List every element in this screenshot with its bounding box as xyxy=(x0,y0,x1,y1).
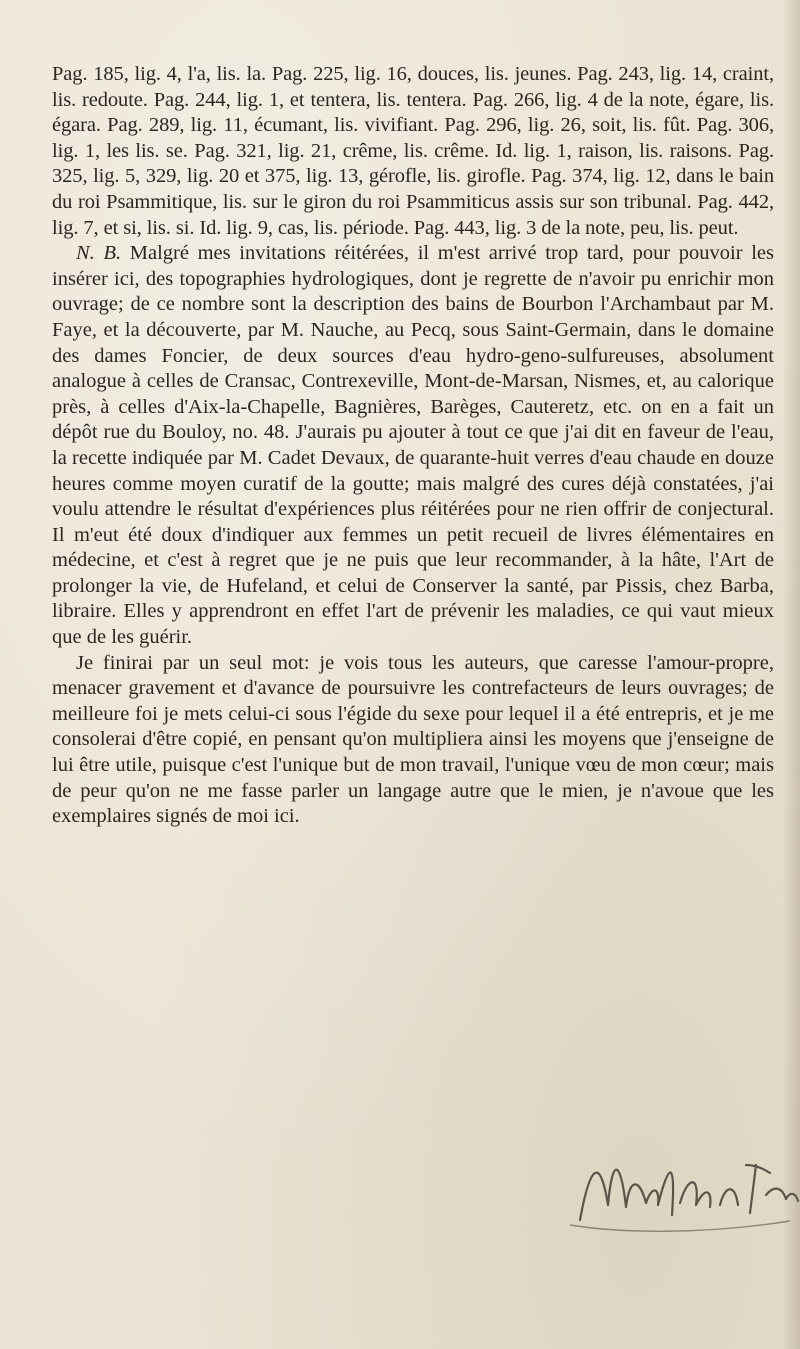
note-label: N. B. xyxy=(76,242,122,265)
closing-paragraph: Je finirai par un seul mot: je vois tous les auteurs, que caresse l'amour-propre, menacer gravement et d'avance de poursuivre les contrefacteurs de leurs ouvrages; de meilleure foi je mets celui-ci sous l'égide du sexe pour lequel il a été entrepris, et je me consolerai d'être copié, en pensant qu'on multipliera ainsi les moyens que j'enseigne de lui être utile, puisque c'est l'unique but de mon travail, l'unique vœu de mon cœur; mais de peur qu'on ne me fasse parler un langage autre que le mien, je n'avoue que les exemplaires signés de moi ici. xyxy=(52,651,774,828)
note-text: Malgré mes invitations réitérées, il m'est arrivé trop tard, pour pouvoir les insérer ici, des topographies hydrologiques, dont je regrette de n'avoir pu enrichir mon ouvrage; de ce nombre sont la description des bains de Bourbon l'Archambaut par M. Faye, et la découverte, par M. Nauche, au Pecq, sous Saint-Germain, dans le domaine des dames Foncier, de deux sources d'eau hydro-geno-sulfureuses, absolument analogue à celles de Cransac, Contrexeville, Mont-de-Marsan, Nismes, et, au calorique près, à celles d'Aix-la-Chapelle, Bagnières, Barèges, Cauteretz, etc. on en a fait un dépôt rue du Bouloy, no. 48. J'aurais pu ajouter à tout ce que j'ai dit en faveur de l'eau, la recette indiquée par M. Cadet Devaux, de quarante-huit verres d'eau chaude en douze heures comme moyen curatif de la goutte; mais malgré des cures déjà constatées, j'ai voulu attendre le résultat d'expériences plus réitérées pour ne rien offrir de conjectural. Il m'eut été doux d'indiquer aux femmes un petit recueil de livres élémentaires en médecine, et c'est à regret que je ne puis que leur recommander, à la hâte, l'Art de prolonger la vie, de Hufeland, et celui de Conserver la santé, par Pissis, chez Barba, libraire. Elles y apprendront en effet l'art de prévenir les maladies, ce qui vaut mieux que de les guérir. xyxy=(52,242,775,649)
page-edge-shadow xyxy=(782,0,800,1349)
note-paragraph xyxy=(52,241,774,651)
handwritten-signature xyxy=(560,1125,800,1245)
errata-paragraph: Pag. 185, lig. 4, l'a, lis. la. Pag. 225, lig. 16, douces, lis. jeunes. Pag. 243, lig. 14, craint, lis. redoute. Pag. 244, lig. 1, et tentera, lis. tentera. Pag. 266, lig. 4 de la note, égare, lis. égara. Pag. 289, lig. 11, écumant, lis. vivifiant. Pag. 296, lig. 26, soit, lis. fût. Pag. 306, lig. 1, les lis. se. Pag. 321, lig. 21, crême, lis. crême. Id. lig. 1, raison, lis. raisons. Pag. 325, lig. 5, 329, lig. 20 et 375, lig. 13, gérofle, lis. girofle. Pag. 374, lig. 12, dans le bain du roi Psammitique, lis. sur le giron du roi Psammiticus assis sur son tribunal. Pag. 442, lig. 7, et si, lis. si. Id. lig. 9, cas, lis. période. Pag. 443, lig. 3 de la note, peu, lis. peut. xyxy=(52,63,774,239)
page-text xyxy=(52,62,774,830)
